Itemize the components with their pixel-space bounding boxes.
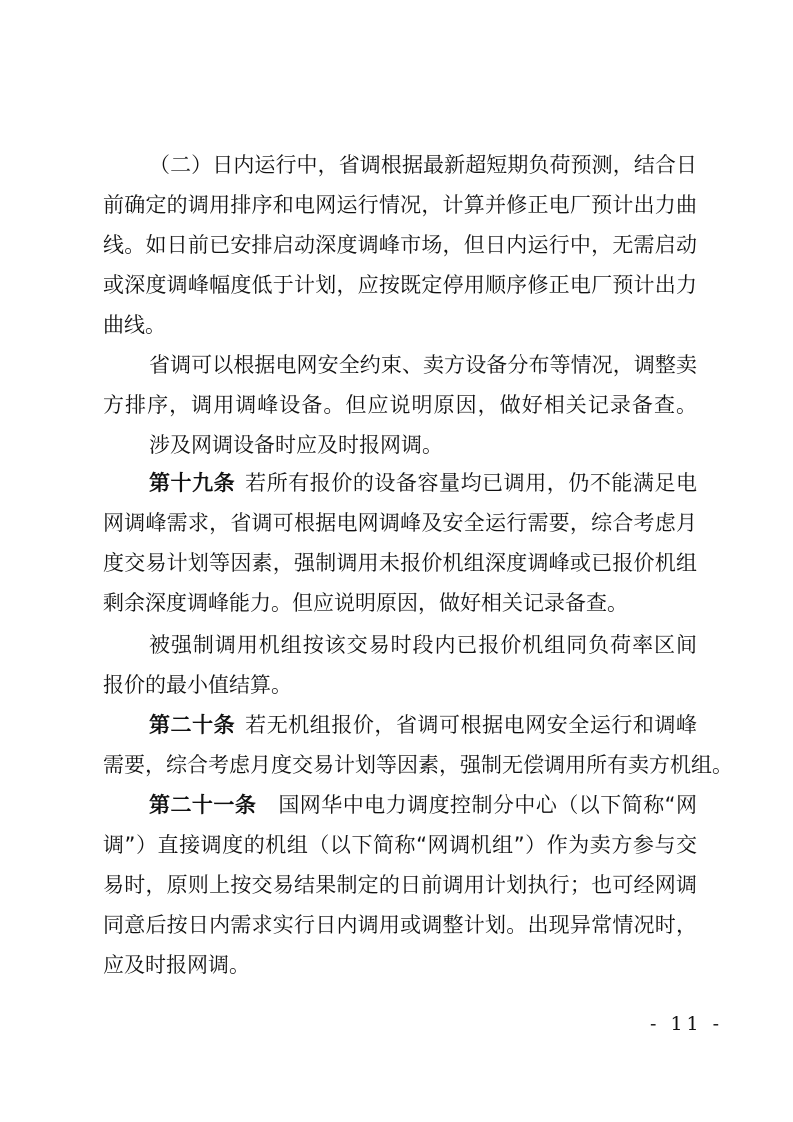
text-line: 需要，综合考虑月度交易计划等因素，强制无偿调用所有卖方机组。 (103, 753, 733, 777)
text-line: 曲线。 (103, 313, 166, 337)
text-line: （二）日内运行中，省调根据最新超短期负荷预测，结合日 (149, 153, 697, 177)
text-line: 剩余深度调峰能力。但应说明原因，做好相关记录备查。 (103, 591, 628, 615)
text-line: 应及时报网调。 (103, 953, 250, 977)
text-line (149, 785, 697, 825)
text-line: 或深度调峰幅度低于计划，应按既定停用顺序修正电厂预计出力 (103, 273, 697, 297)
text-line: 前确定的调用排序和电网运行情况，计算并修正电厂预计出力曲 (103, 193, 697, 217)
text-line: 省调可以根据电网安全约束、卖方设备分布等情况，调整卖 (149, 353, 697, 377)
article-heading: 第二十条 (149, 713, 236, 737)
article-heading: 第十九条 (149, 471, 236, 495)
text-line: 被强制调用机组按该交易时段内已报价机组同负荷率区间 (149, 633, 697, 657)
text-line (149, 463, 697, 503)
text-line: 调”）直接调度的机组（以下简称“网调机组”）作为卖方参与交 (103, 833, 697, 857)
text-line (149, 705, 697, 745)
text-line: 易时，原则上按交易结果制定的日前调用计划执行；也可经网调 (103, 873, 697, 897)
text-span: 若所有报价的设备容量均已调用，仍不能满足电 (245, 471, 698, 495)
page-number: - 11 - (650, 1013, 724, 1035)
article-heading: 第二十一条 (149, 793, 257, 817)
text-line: 同意后按日内需求实行日内调用或调整计划。出现异常情况时， (103, 913, 697, 937)
text-line: 方排序，调用调峰设备。但应说明原因，做好相关记录备查。 (103, 393, 697, 417)
text-line: 报价的最小值结算。 (103, 673, 292, 697)
text-span: 若无机组报价，省调可根据电网安全运行和调峰 (245, 713, 698, 737)
text-line: 网调峰需求，省调可根据电网调峰及安全运行需要，综合考虑月 (103, 511, 697, 535)
text-line: 度交易计划等因素，强制调用未报价机组深度调峰或已报价机组 (103, 551, 697, 575)
text-line: 线。如日前已安排启动深度调峰市场，但日内运行中，无需启动 (103, 233, 697, 257)
text-line: 涉及网调设备时应及时报网调。 (149, 433, 443, 457)
text-span: 国网华中电力调度控制分中心（以下简称“网 (278, 793, 698, 817)
